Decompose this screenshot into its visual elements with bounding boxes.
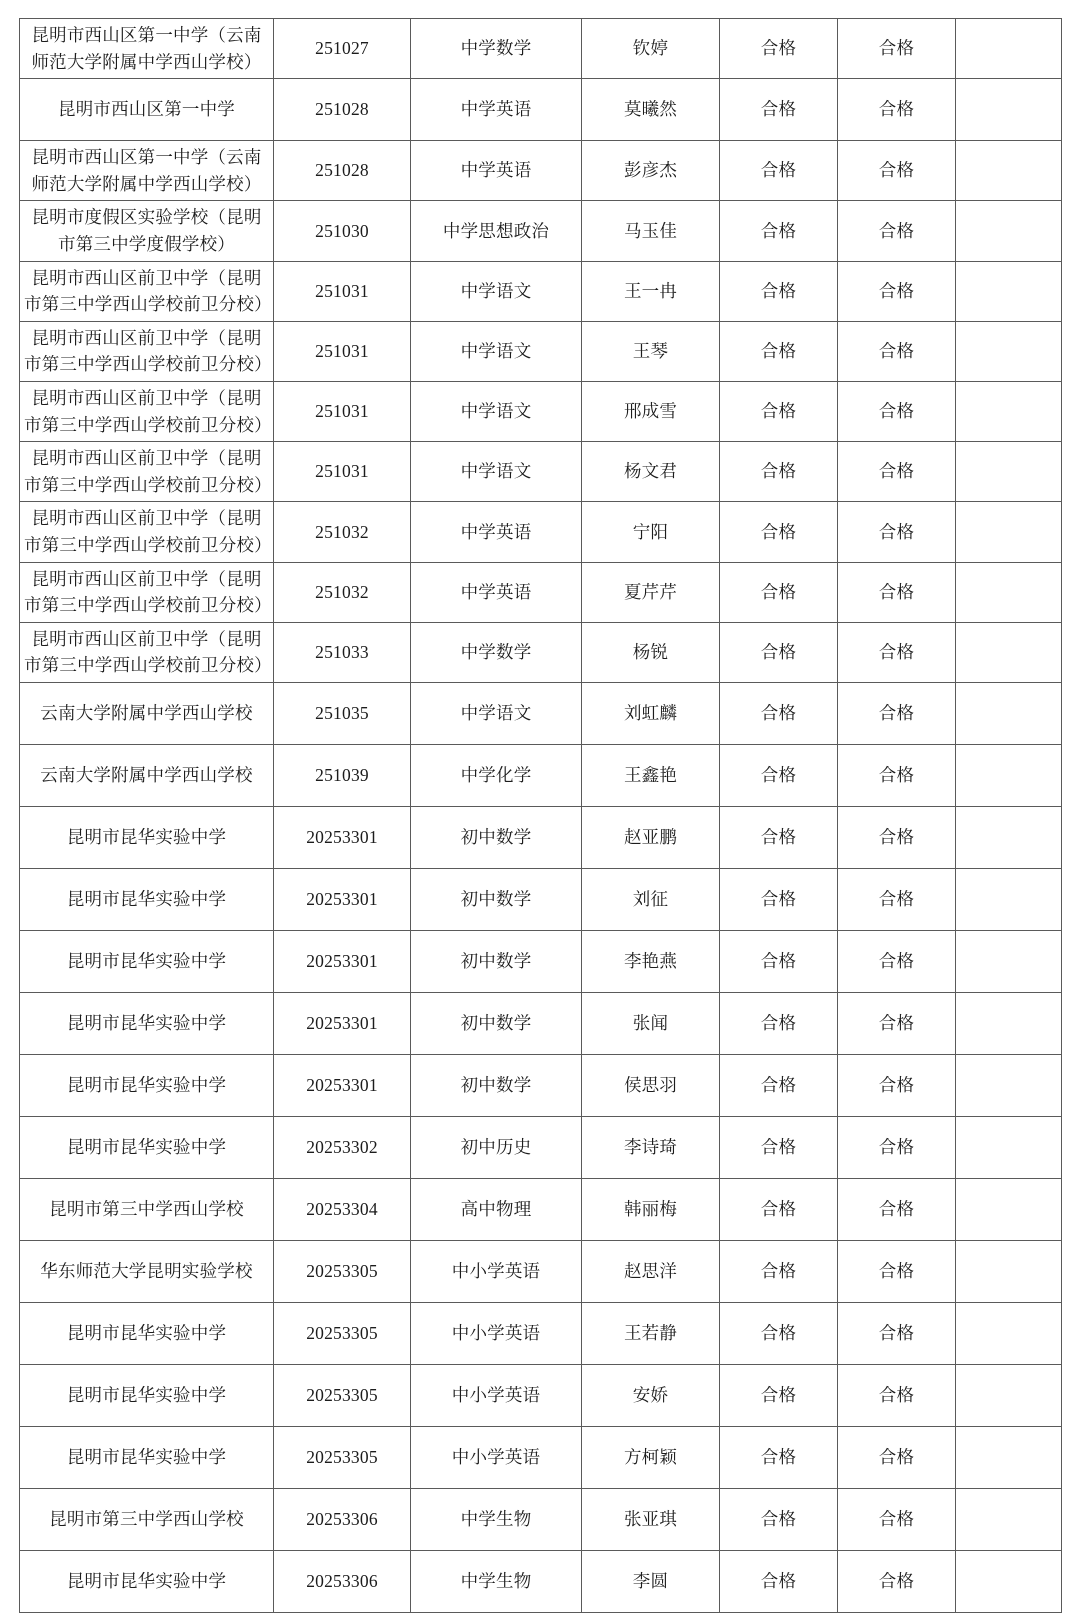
table-row (20, 79, 1062, 141)
cell-note (956, 201, 1062, 261)
cell-review-result: 合格 (720, 992, 838, 1054)
cell-position-code: 251031 (274, 321, 411, 381)
cell-school: 云南大学附属中学西山学校 (20, 744, 274, 806)
table-row (20, 744, 1062, 806)
cell-review-result: 合格 (720, 1116, 838, 1178)
cell-medical-result: 合格 (838, 261, 956, 321)
cell-position-code: 251031 (274, 261, 411, 321)
cell-position-code: 20253305 (274, 1302, 411, 1364)
cell-review-result: 合格 (720, 1178, 838, 1240)
cell-position-code: 251039 (274, 744, 411, 806)
cell-position-code: 251032 (274, 502, 411, 562)
table-row (20, 201, 1062, 261)
cell-subject: 初中数学 (411, 868, 582, 930)
cell-review-result: 合格 (720, 806, 838, 868)
cell-subject: 中学语文 (411, 261, 582, 321)
table-row (20, 1426, 1062, 1488)
cell-medical-result: 合格 (838, 502, 956, 562)
cell-note (956, 562, 1062, 622)
cell-medical-result: 合格 (838, 806, 956, 868)
cell-medical-result: 合格 (838, 1054, 956, 1116)
cell-school: 昆明市西山区前卫中学（昆明市第三中学西山学校前卫分校） (20, 442, 274, 502)
cell-position-code: 251035 (274, 682, 411, 744)
table-row (20, 1178, 1062, 1240)
cell-medical-result: 合格 (838, 562, 956, 622)
cell-applicant-name: 安娇 (582, 1364, 720, 1426)
cell-school: 昆明市昆华实验中学 (20, 1302, 274, 1364)
cell-applicant-name: 夏芹芹 (582, 562, 720, 622)
cell-subject: 中学语文 (411, 381, 582, 441)
cell-position-code: 20253304 (274, 1178, 411, 1240)
table-row (20, 141, 1062, 201)
cell-note (956, 19, 1062, 79)
cell-medical-result: 合格 (838, 79, 956, 141)
cell-applicant-name: 刘征 (582, 868, 720, 930)
cell-review-result: 合格 (720, 321, 838, 381)
cell-review-result: 合格 (720, 201, 838, 261)
cell-review-result: 合格 (720, 930, 838, 992)
cell-note (956, 744, 1062, 806)
cell-position-code: 251032 (274, 562, 411, 622)
cell-medical-result: 合格 (838, 744, 956, 806)
cell-applicant-name: 王若静 (582, 1302, 720, 1364)
cell-note (956, 1240, 1062, 1302)
cell-applicant-name: 刘虹麟 (582, 682, 720, 744)
table-row (20, 1240, 1062, 1302)
cell-medical-result: 合格 (838, 1178, 956, 1240)
cell-position-code: 20253306 (274, 1550, 411, 1612)
cell-note (956, 1364, 1062, 1426)
table-row (20, 806, 1062, 868)
cell-medical-result: 合格 (838, 321, 956, 381)
cell-school: 昆明市西山区前卫中学（昆明市第三中学西山学校前卫分校） (20, 321, 274, 381)
cell-review-result: 合格 (720, 442, 838, 502)
cell-subject: 中学思想政治 (411, 201, 582, 261)
cell-applicant-name: 莫曦然 (582, 79, 720, 141)
table-row (20, 930, 1062, 992)
cell-review-result: 合格 (720, 1364, 838, 1426)
table-row (20, 1054, 1062, 1116)
cell-review-result: 合格 (720, 622, 838, 682)
cell-position-code: 20253301 (274, 806, 411, 868)
cell-position-code: 251033 (274, 622, 411, 682)
cell-applicant-name: 李圆 (582, 1550, 720, 1612)
cell-school: 昆明市昆华实验中学 (20, 1054, 274, 1116)
cell-note (956, 1550, 1062, 1612)
cell-school: 昆明市西山区第一中学（云南师范大学附属中学西山学校） (20, 19, 274, 79)
cell-subject: 中学生物 (411, 1550, 582, 1612)
cell-note (956, 261, 1062, 321)
cell-note (956, 622, 1062, 682)
cell-position-code: 20253305 (274, 1426, 411, 1488)
cell-school: 昆明市昆华实验中学 (20, 806, 274, 868)
cell-school: 昆明市西山区前卫中学（昆明市第三中学西山学校前卫分校） (20, 502, 274, 562)
cell-school: 昆明市西山区前卫中学（昆明市第三中学西山学校前卫分校） (20, 381, 274, 441)
cell-medical-result: 合格 (838, 1364, 956, 1426)
cell-applicant-name: 张闻 (582, 992, 720, 1054)
cell-applicant-name: 王一冉 (582, 261, 720, 321)
cell-note (956, 992, 1062, 1054)
cell-position-code: 20253301 (274, 868, 411, 930)
table-row (20, 502, 1062, 562)
cell-subject: 初中数学 (411, 930, 582, 992)
cell-school: 昆明市昆华实验中学 (20, 1116, 274, 1178)
cell-review-result: 合格 (720, 744, 838, 806)
cell-note (956, 1302, 1062, 1364)
table-row (20, 1302, 1062, 1364)
cell-review-result: 合格 (720, 1054, 838, 1116)
cell-review-result: 合格 (720, 682, 838, 744)
cell-school: 昆明市昆华实验中学 (20, 1364, 274, 1426)
table-row (20, 1550, 1062, 1612)
cell-subject: 中学语文 (411, 321, 582, 381)
table-row (20, 1364, 1062, 1426)
table-row (20, 321, 1062, 381)
cell-position-code: 251028 (274, 79, 411, 141)
cell-medical-result: 合格 (838, 442, 956, 502)
cell-note (956, 1426, 1062, 1488)
cell-medical-result: 合格 (838, 1240, 956, 1302)
cell-note (956, 141, 1062, 201)
cell-applicant-name: 张亚琪 (582, 1488, 720, 1550)
cell-position-code: 251030 (274, 201, 411, 261)
cell-applicant-name: 方柯颖 (582, 1426, 720, 1488)
cell-review-result: 合格 (720, 381, 838, 441)
cell-position-code: 20253301 (274, 930, 411, 992)
cell-school: 昆明市昆华实验中学 (20, 1426, 274, 1488)
cell-applicant-name: 钦婷 (582, 19, 720, 79)
cell-applicant-name: 宁阳 (582, 502, 720, 562)
cell-applicant-name: 赵亚鹏 (582, 806, 720, 868)
cell-school: 昆明市西山区第一中学（云南师范大学附属中学西山学校） (20, 141, 274, 201)
cell-applicant-name: 侯思羽 (582, 1054, 720, 1116)
cell-review-result: 合格 (720, 1550, 838, 1612)
cell-school: 昆明市昆华实验中学 (20, 868, 274, 930)
cell-review-result: 合格 (720, 79, 838, 141)
cell-note (956, 381, 1062, 441)
cell-subject: 中学英语 (411, 502, 582, 562)
cell-position-code: 251028 (274, 141, 411, 201)
cell-medical-result: 合格 (838, 622, 956, 682)
cell-subject: 中小学英语 (411, 1302, 582, 1364)
cell-note (956, 868, 1062, 930)
cell-subject: 中学化学 (411, 744, 582, 806)
cell-medical-result: 合格 (838, 1488, 956, 1550)
cell-applicant-name: 马玉佳 (582, 201, 720, 261)
cell-school: 昆明市第三中学西山学校 (20, 1178, 274, 1240)
cell-school: 昆明市昆华实验中学 (20, 992, 274, 1054)
cell-subject: 初中数学 (411, 1054, 582, 1116)
cell-medical-result: 合格 (838, 930, 956, 992)
cell-review-result: 合格 (720, 261, 838, 321)
table-row (20, 992, 1062, 1054)
cell-subject: 中学英语 (411, 141, 582, 201)
cell-subject: 中学语文 (411, 682, 582, 744)
cell-applicant-name: 彭彦杰 (582, 141, 720, 201)
cell-note (956, 682, 1062, 744)
cell-review-result: 合格 (720, 19, 838, 79)
table-row (20, 261, 1062, 321)
cell-medical-result: 合格 (838, 1116, 956, 1178)
cell-school: 昆明市度假区实验学校（昆明市第三中学度假学校） (20, 201, 274, 261)
cell-note (956, 442, 1062, 502)
cell-school: 昆明市西山区第一中学 (20, 79, 274, 141)
cell-applicant-name: 韩丽梅 (582, 1178, 720, 1240)
cell-subject: 初中数学 (411, 806, 582, 868)
cell-school: 昆明市西山区前卫中学（昆明市第三中学西山学校前卫分校） (20, 622, 274, 682)
cell-medical-result: 合格 (838, 682, 956, 744)
cell-position-code: 20253301 (274, 992, 411, 1054)
cell-note (956, 1488, 1062, 1550)
cell-school: 华东师范大学昆明实验学校 (20, 1240, 274, 1302)
cell-note (956, 321, 1062, 381)
cell-medical-result: 合格 (838, 1426, 956, 1488)
cell-subject: 中学数学 (411, 622, 582, 682)
cell-subject: 初中数学 (411, 992, 582, 1054)
cell-review-result: 合格 (720, 1302, 838, 1364)
cell-note (956, 502, 1062, 562)
table-row (20, 622, 1062, 682)
cell-review-result: 合格 (720, 868, 838, 930)
cell-position-code: 20253301 (274, 1054, 411, 1116)
cell-medical-result: 合格 (838, 1550, 956, 1612)
cell-school: 昆明市西山区前卫中学（昆明市第三中学西山学校前卫分校） (20, 261, 274, 321)
cell-medical-result: 合格 (838, 201, 956, 261)
cell-subject: 高中物理 (411, 1178, 582, 1240)
cell-position-code: 20253306 (274, 1488, 411, 1550)
cell-review-result: 合格 (720, 141, 838, 201)
cell-school: 昆明市昆华实验中学 (20, 1550, 274, 1612)
cell-subject: 中学英语 (411, 79, 582, 141)
cell-school: 昆明市昆华实验中学 (20, 930, 274, 992)
cell-position-code: 20253305 (274, 1364, 411, 1426)
table-body (20, 19, 1062, 1613)
cell-applicant-name: 王琴 (582, 321, 720, 381)
table-row (20, 442, 1062, 502)
cell-subject: 中学语文 (411, 442, 582, 502)
cell-subject: 初中历史 (411, 1116, 582, 1178)
cell-review-result: 合格 (720, 502, 838, 562)
table-row (20, 381, 1062, 441)
cell-applicant-name: 邢成雪 (582, 381, 720, 441)
cell-note (956, 79, 1062, 141)
cell-review-result: 合格 (720, 562, 838, 622)
cell-position-code: 20253302 (274, 1116, 411, 1178)
cell-subject: 中学英语 (411, 562, 582, 622)
table-row (20, 562, 1062, 622)
cell-note (956, 1178, 1062, 1240)
cell-subject: 中小学英语 (411, 1240, 582, 1302)
cell-medical-result: 合格 (838, 141, 956, 201)
cell-medical-result: 合格 (838, 1302, 956, 1364)
cell-review-result: 合格 (720, 1240, 838, 1302)
cell-note (956, 1116, 1062, 1178)
cell-applicant-name: 杨锐 (582, 622, 720, 682)
cell-note (956, 1054, 1062, 1116)
cell-applicant-name: 李诗琦 (582, 1116, 720, 1178)
cell-applicant-name: 李艳燕 (582, 930, 720, 992)
cell-school: 昆明市西山区前卫中学（昆明市第三中学西山学校前卫分校） (20, 562, 274, 622)
cell-note (956, 806, 1062, 868)
cell-school: 云南大学附属中学西山学校 (20, 682, 274, 744)
table-row (20, 19, 1062, 79)
cell-review-result: 合格 (720, 1426, 838, 1488)
cell-position-code: 20253305 (274, 1240, 411, 1302)
qualification-roster-table (19, 18, 1062, 1613)
cell-position-code: 251027 (274, 19, 411, 79)
cell-school: 昆明市第三中学西山学校 (20, 1488, 274, 1550)
cell-subject: 中学数学 (411, 19, 582, 79)
table-row (20, 868, 1062, 930)
cell-medical-result: 合格 (838, 868, 956, 930)
cell-subject: 中学生物 (411, 1488, 582, 1550)
table-row (20, 1116, 1062, 1178)
cell-review-result: 合格 (720, 1488, 838, 1550)
cell-subject: 中小学英语 (411, 1426, 582, 1488)
cell-medical-result: 合格 (838, 19, 956, 79)
cell-applicant-name: 杨文君 (582, 442, 720, 502)
cell-position-code: 251031 (274, 381, 411, 441)
table-row (20, 1488, 1062, 1550)
cell-applicant-name: 王鑫艳 (582, 744, 720, 806)
cell-subject: 中小学英语 (411, 1364, 582, 1426)
cell-medical-result: 合格 (838, 381, 956, 441)
cell-medical-result: 合格 (838, 992, 956, 1054)
cell-note (956, 930, 1062, 992)
cell-position-code: 251031 (274, 442, 411, 502)
table-row (20, 682, 1062, 744)
cell-applicant-name: 赵思洋 (582, 1240, 720, 1302)
